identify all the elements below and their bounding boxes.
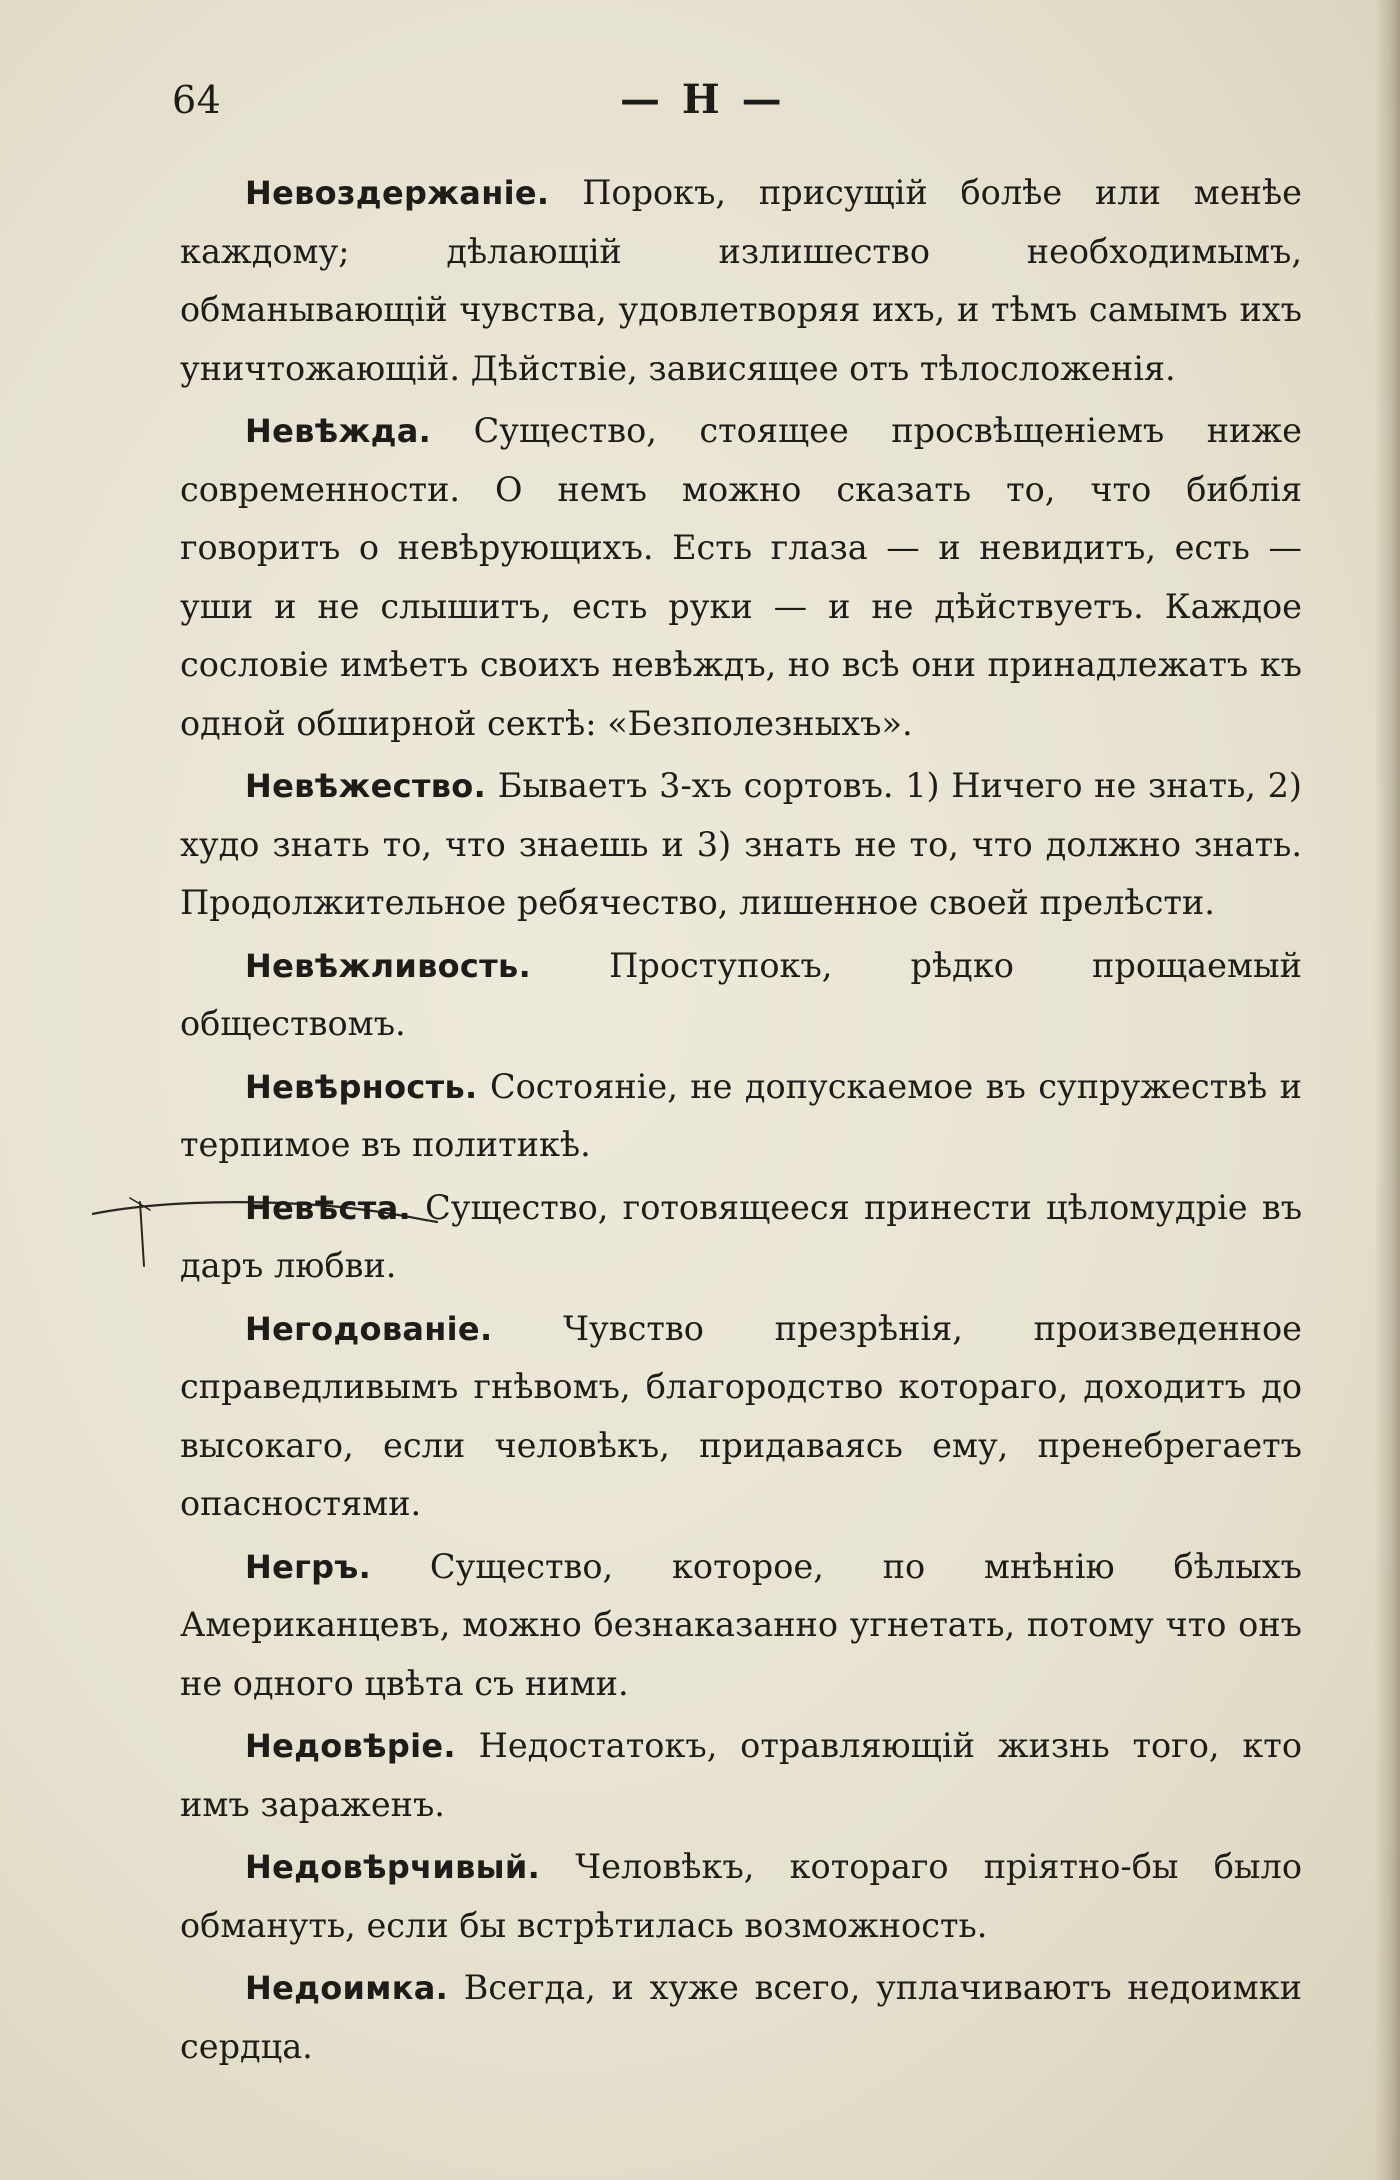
entry-definition: Состояніе, не допускаемое въ супружествѣ и терпимое въ политикѣ. xyxy=(180,1066,1302,1164)
entry-definition: Бываетъ 3-хъ сортовъ. 1) Ничего не знать, 2) худо знать то, что знаешь и 3) знать не то, что должно знать. Продолжительное ребячество, лишенное своей прелѣсти. xyxy=(180,766,1302,922)
entry-headword: Недовѣріе. xyxy=(245,1727,456,1765)
entry-headword: Невѣжество. xyxy=(245,767,487,805)
page-number: 64 xyxy=(172,78,222,122)
page-edge-shadow xyxy=(1374,0,1400,2180)
entry-headword: Невѣрность. xyxy=(245,1067,478,1106)
entry-definition: Порокъ, присущій болѣе или менѣе каждому; дѣлающій излишество необходимымъ, обманывающій чувства, удовлетворяя ихъ, и тѣмъ самымъ ихъ уничтожающій. Дѣйствіе, зависящее отъ тѣлосложенія. xyxy=(180,173,1302,388)
running-head-letter: — Н — xyxy=(620,76,786,123)
entry-headword: Недовѣрчивый. xyxy=(245,1848,541,1886)
entry-nevesta xyxy=(180,1179,1302,1296)
entry-headword: Невѣжда. xyxy=(245,412,432,450)
entry-definition: Всегда, и хуже всего, уплачиваютъ недоимки сердца. xyxy=(180,1968,1302,2066)
entry-headword: Недоимка. xyxy=(245,1969,449,2007)
entry-nevozderzhanie xyxy=(180,164,1302,398)
entry-definition: Чувство презрѣнія, произведенное справедливымъ гнѣвомъ, благородство котораго, доходитъ до высокаго, если человѣкъ, придаваясь ему, пренебрегаетъ опасностями. xyxy=(180,1308,1302,1523)
entry-nevezhestvo xyxy=(180,757,1302,933)
entry-definition: Существо, стоящее просвѣщеніемъ ниже современности. О немъ можно сказать то, что библія говоритъ о невѣрующихъ. Есть глаза — и невидитъ, есть — уши и не слышитъ, есть руки — и не дѣйствуетъ. Каждое сословіе имѣетъ своихъ невѣждъ, но всѣ они принадлежатъ къ одной обширной сектѣ: «Безполезныхъ». xyxy=(180,411,1302,743)
entry-nedoverie xyxy=(180,1717,1302,1834)
entry-headword: Негръ. xyxy=(245,1547,372,1586)
entry-nevezhlivost xyxy=(180,937,1302,1054)
entry-headword: Негодованіе. xyxy=(245,1309,493,1348)
entry-negodovanie xyxy=(180,1300,1302,1534)
entry-definition: Существо, готовящееся принести цѣломудріе въ даръ любви. xyxy=(180,1187,1303,1285)
entry-nevezhda xyxy=(180,402,1302,753)
entry-nedoverchivyi xyxy=(180,1838,1302,1955)
entry-headword: Невѣста. xyxy=(245,1188,411,1227)
entry-definition: Недостатокъ, отравляющій жизнь того, кто имъ зараженъ. xyxy=(180,1726,1302,1824)
entry-nevernost xyxy=(180,1058,1302,1175)
dictionary-entries xyxy=(180,164,1302,2080)
entry-nedoimka xyxy=(180,1959,1302,2076)
entry-headword: Невоздержаніе. xyxy=(245,174,550,212)
entry-headword: Невѣжливость. xyxy=(245,946,532,985)
entry-definition: Проступокъ, рѣдко прощаемый обществомъ. xyxy=(180,945,1302,1043)
entry-definition: Человѣкъ, котораго пріятно-бы было обмануть, если бы встрѣтилась возможность. xyxy=(180,1847,1303,1945)
entry-negr xyxy=(180,1538,1302,1714)
entry-definition: Существо, которое, по мнѣнію бѣлыхъ Американцевъ, можно безнаказанно угнетать, потому что онъ не одного цвѣта съ ними. xyxy=(180,1546,1302,1703)
